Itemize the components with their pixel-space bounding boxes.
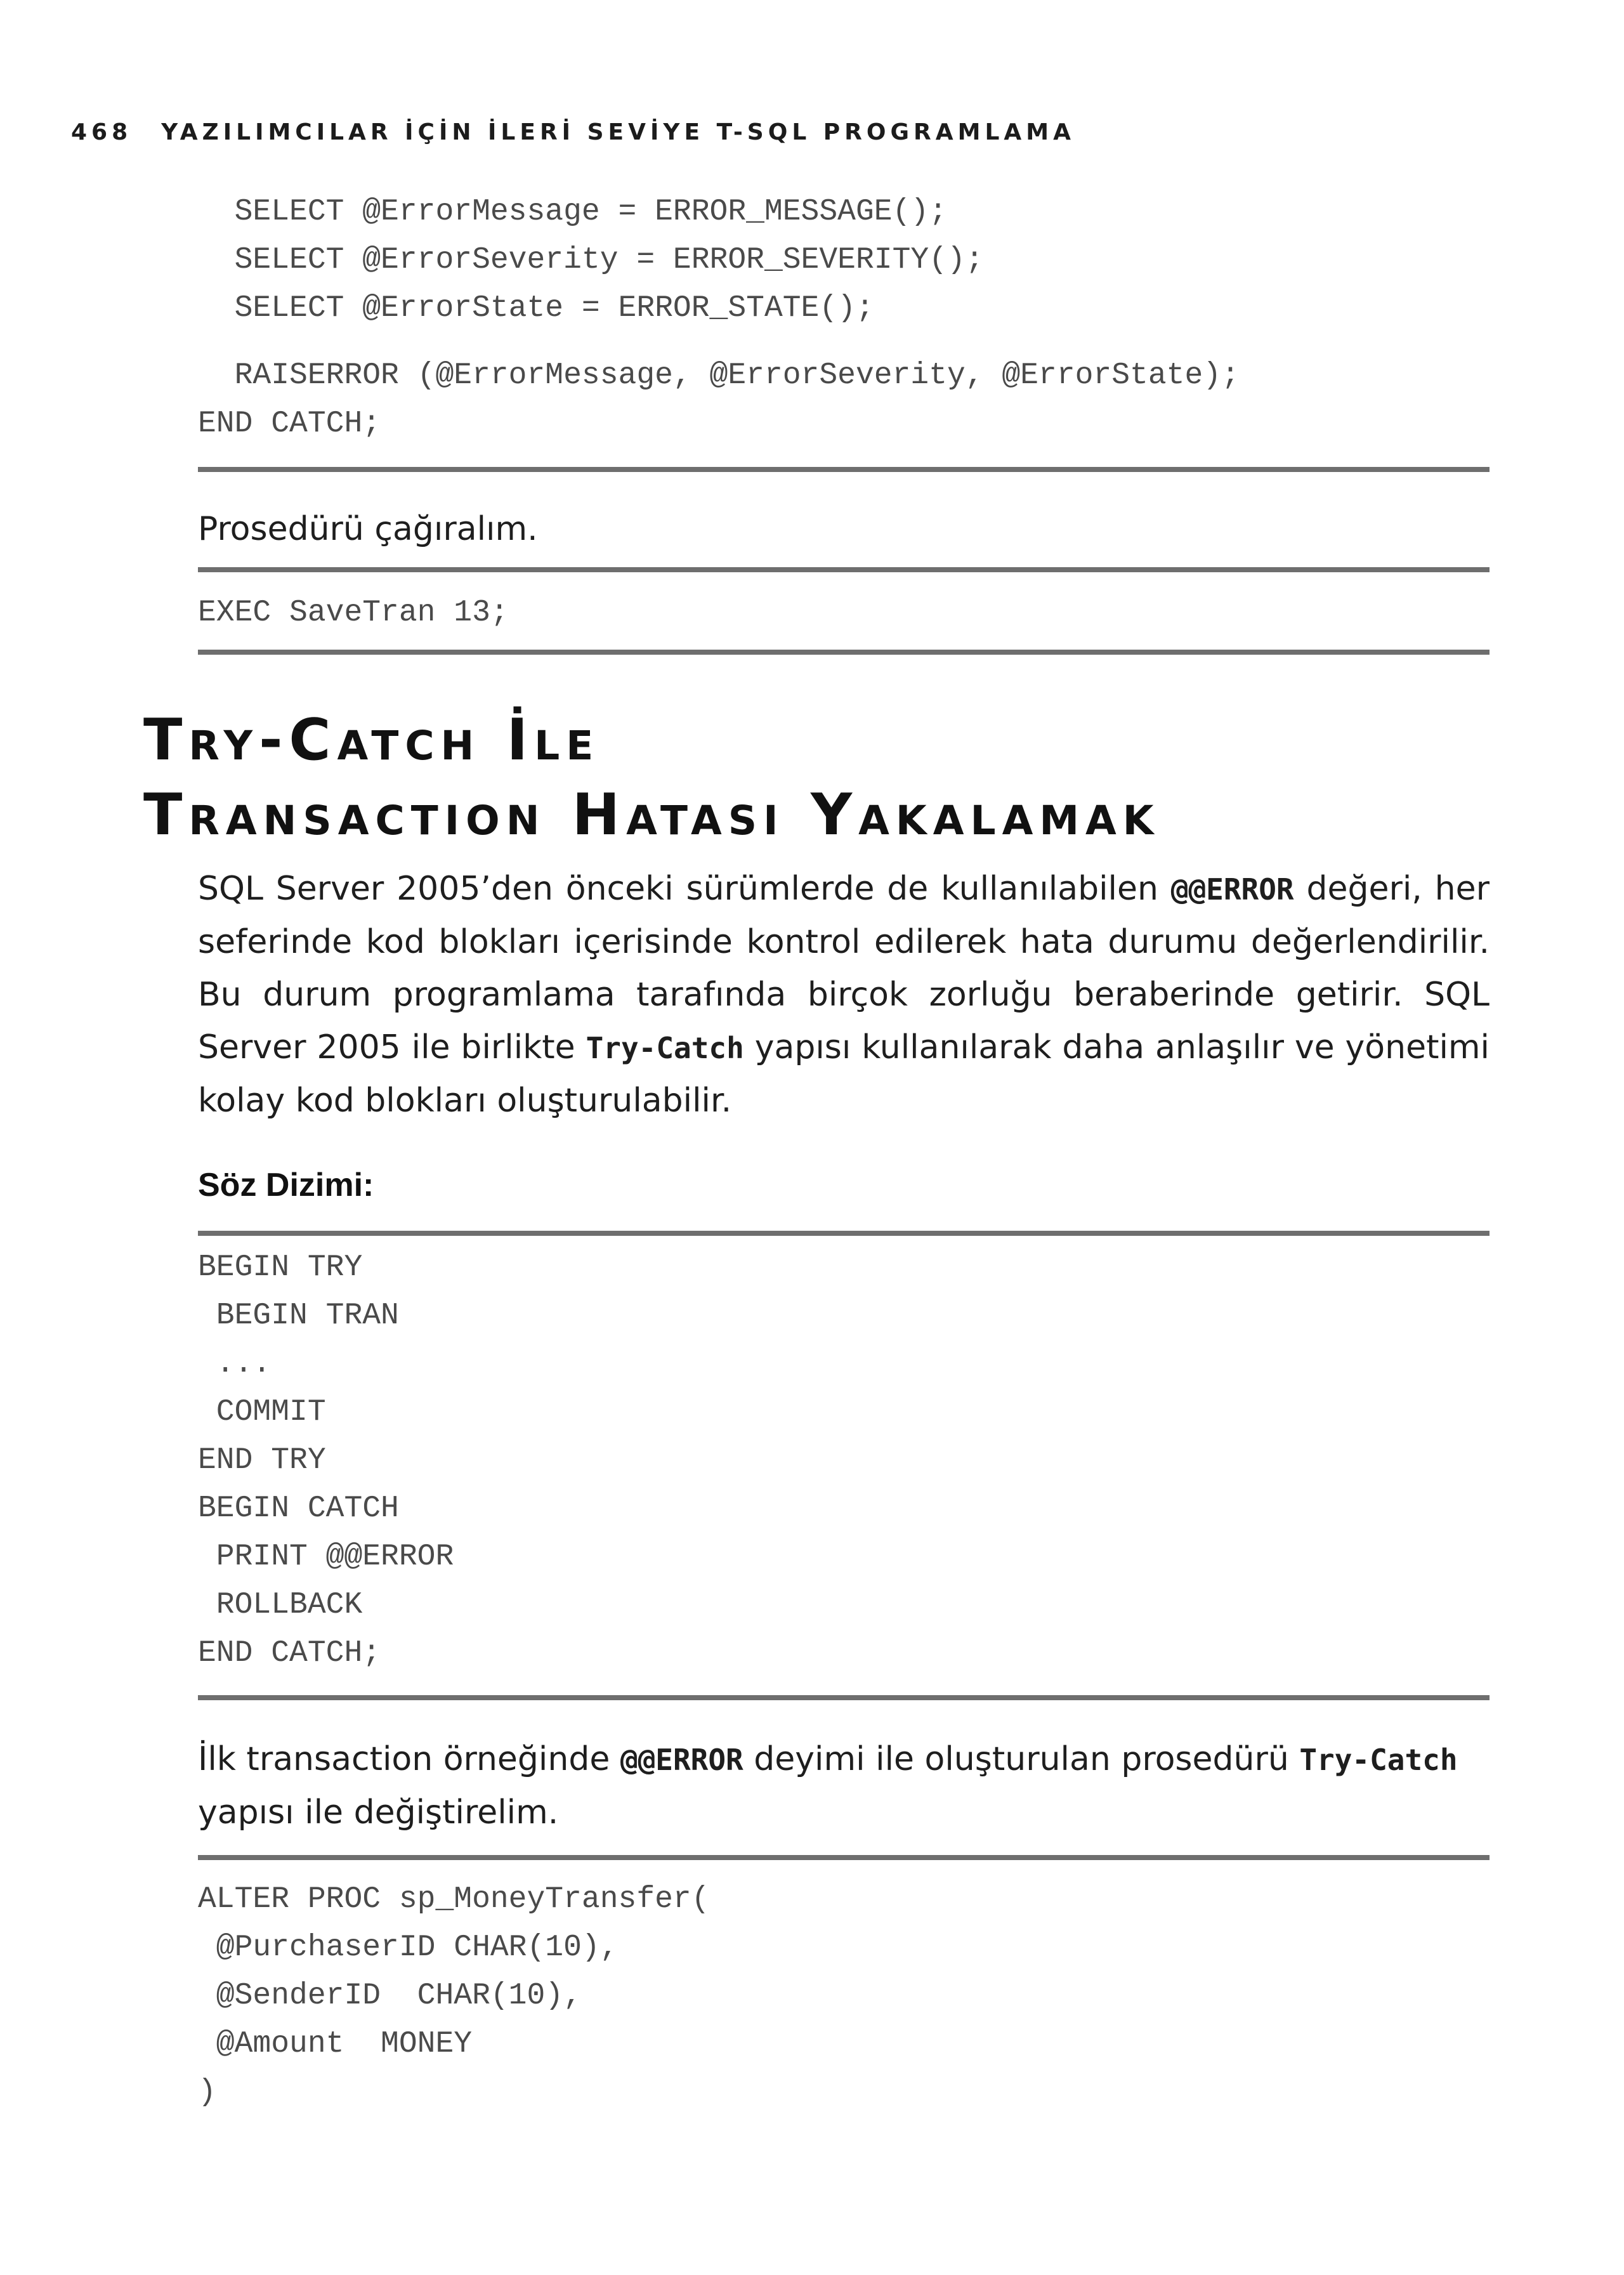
paragraph-intro xyxy=(198,863,1490,1127)
code-line: COMMIT xyxy=(198,1395,326,1429)
paragraph-alter xyxy=(198,1733,1490,1839)
code-line: ... xyxy=(198,1347,272,1381)
section-title xyxy=(143,703,1602,853)
intro-text: SQL Server 2005’den önceki sürümlerde de kullanılabilen xyxy=(198,870,1171,908)
code-block-exec xyxy=(198,589,1490,637)
code-line: PRINT @@ERROR xyxy=(198,1540,454,1574)
code-block-catch-continuation xyxy=(198,188,1490,448)
divider-rule xyxy=(198,650,1490,655)
alter-text: yapısı ile değiştirelim. xyxy=(198,1793,559,1832)
inline-code-try-catch: Try-Catch xyxy=(1299,1743,1458,1777)
code-line: @Amount MONEY xyxy=(198,2027,473,2061)
code-line: SELECT @ErrorSeverity = ERROR_SEVERITY(); xyxy=(198,243,984,277)
section-title-line1: Try-Catch İle xyxy=(143,707,600,773)
code-line: ALTER PROC sp_MoneyTransfer( xyxy=(198,1882,710,1917)
code-line: END CATCH; xyxy=(198,407,381,441)
code-line: EXEC SaveTran 13; xyxy=(198,596,509,630)
code-line: ROLLBACK xyxy=(198,1588,363,1622)
code-line: BEGIN TRY xyxy=(198,1250,363,1285)
code-line: END TRY xyxy=(198,1443,326,1478)
inline-code-error: @@ERROR xyxy=(620,1743,743,1777)
inline-code-try-catch: Try-Catch xyxy=(586,1031,744,1065)
divider-rule xyxy=(198,567,1490,572)
code-line: @SenderID CHAR(10), xyxy=(198,1979,582,2013)
code-line: BEGIN CATCH xyxy=(198,1492,399,1526)
code-line: @PurchaserID CHAR(10), xyxy=(198,1931,619,1965)
alter-text: deyimi ile oluşturulan prosedürü xyxy=(743,1740,1300,1778)
code-line: SELECT @ErrorState = ERROR_STATE(); xyxy=(198,291,874,325)
code-block-alter-proc xyxy=(198,1875,1490,2116)
divider-rule xyxy=(198,467,1490,472)
code-line: BEGIN TRAN xyxy=(198,1299,399,1333)
syntax-label: Söz Dizimi: xyxy=(198,1167,374,1203)
paragraph-call: Prosedürü çağıralım. xyxy=(198,510,538,548)
inline-code-error: @@ERROR xyxy=(1170,872,1294,907)
intro-text: değeri, her seferinde kod blokları içerisinde kontrol edilerek hata durumu değerlendirilir. Bu durum programlama tarafında birçok zorluğu beraberinde getirir. SQL Server 2005 ile birlikte xyxy=(198,870,1490,1066)
divider-rule xyxy=(198,1855,1490,1860)
code-line: ) xyxy=(198,2075,216,2109)
running-header xyxy=(71,119,1075,150)
code-block-syntax xyxy=(198,1243,1490,1677)
intro-text: yapısı kullanılarak daha anlaşılır ve yönetimi kolay kod blokları oluşturulabilir. xyxy=(198,1028,1490,1120)
book-title: YAZILIMCILAR İÇİN İLERİ SEVİYE T-SQL PROGRAMLAMA xyxy=(161,119,1075,145)
code-line: RAISERROR (@ErrorMessage, @ErrorSeverity, @ErrorState); xyxy=(198,358,1240,393)
code-line: END CATCH; xyxy=(198,1636,381,1670)
page-number: 468 xyxy=(71,119,133,145)
code-line: SELECT @ErrorMessage = ERROR_MESSAGE(); xyxy=(198,195,947,229)
divider-rule xyxy=(198,1231,1490,1236)
alter-text: İlk transaction örneğinde xyxy=(198,1740,620,1778)
divider-rule xyxy=(198,1695,1490,1700)
section-title-line2: Transaction Hatası Yakalamak xyxy=(143,782,1160,848)
